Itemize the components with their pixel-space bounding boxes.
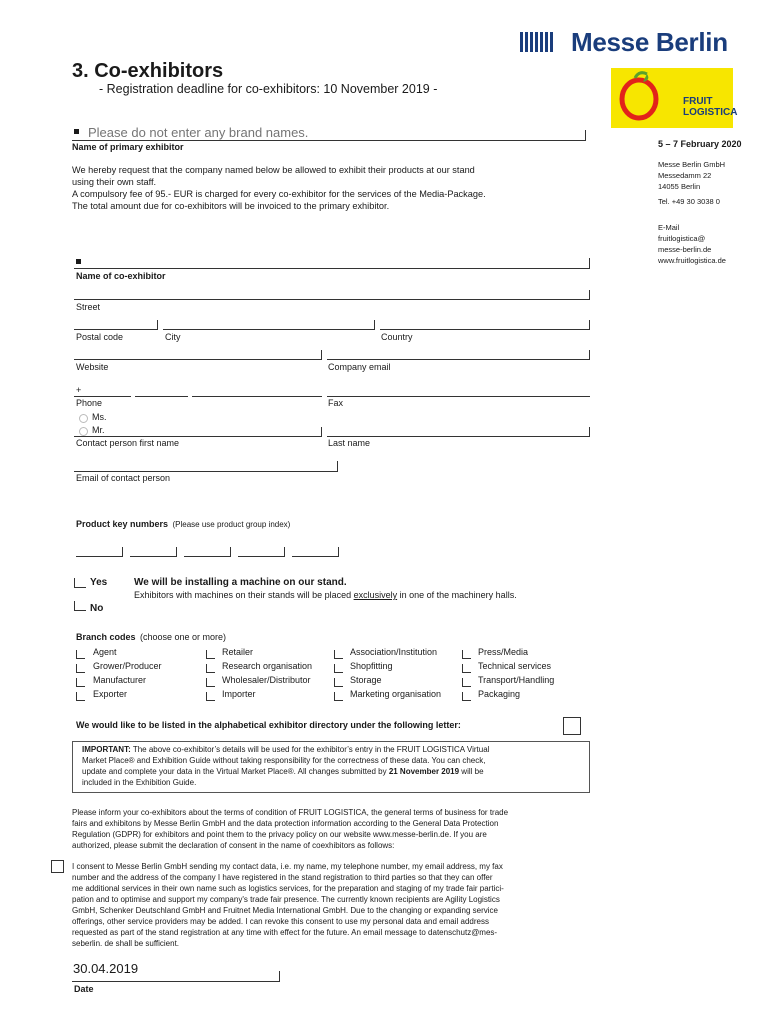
email-label: E-Mail [658, 223, 680, 232]
fruit-logistica-logo [611, 68, 738, 128]
important-line-2: Market Place® and Exhibition Guide without taking responsibility for the correctness of these data. You can check, [82, 756, 486, 765]
branch-importer-checkbox[interactable] [206, 692, 215, 701]
postal-code-label: Postal code [76, 332, 124, 342]
telephone: Tel. +49 30 3038 0 [658, 197, 720, 206]
important-text-1: The above co-exhibitor’s details will be used for the exhibitor’s entry in the FRUIT LOGISTICA Virtual [130, 745, 490, 754]
branch-transport-label: Transport/Handling [478, 675, 555, 685]
field-end-tick [321, 427, 322, 437]
address-line-1: Messe Berlin GmbH [658, 160, 726, 169]
field-end-tick [589, 320, 590, 330]
important-text-3-post: will be [459, 767, 484, 776]
phone-label: Phone [76, 398, 103, 408]
branch-manufacturer-label: Manufacturer [93, 675, 147, 685]
branch-technical-checkbox[interactable] [462, 664, 471, 673]
salutation-mr-radio[interactable] [79, 427, 88, 436]
fruit-logo-line2: LOGISTICA [683, 107, 738, 118]
consent-line-5: GmbH, Schenker Deutschland GmbH and Fruitnet Media International GmbH. Due to the changing or expanding service [72, 906, 498, 915]
inform-line-2: fairs and exhibitons by Messe Berlin GmbH and the data protection information according to the General Data Protection [72, 819, 499, 828]
contact-email-field[interactable] [74, 471, 338, 472]
consent-line-1: I consent to Messe Berlin GmbH sending my contact data, i.e. my name, my telephone number, my email address, my fax [72, 862, 503, 871]
field-end-tick [321, 350, 322, 360]
machine-no-checkbox[interactable] [74, 601, 86, 611]
coexhibitor-name-field[interactable] [74, 268, 590, 269]
branch-manufacturer-checkbox[interactable] [76, 678, 85, 687]
machine-note-pre: Exhibitors with machines on their stands will be placed [134, 590, 354, 600]
date-underline [72, 981, 280, 982]
primary-exhibitor-label: Name of primary exhibitor [72, 142, 184, 152]
last-name-field[interactable] [327, 436, 590, 437]
branch-wholesaler-label: Wholesaler/Distributor [222, 675, 311, 685]
phone-number-field[interactable] [192, 396, 322, 397]
city-field[interactable] [163, 329, 375, 330]
important-line-4: included in the Exhibition Guide. [82, 778, 197, 787]
branch-packaging-label: Packaging [478, 689, 521, 699]
machine-yes-label: Yes [90, 577, 108, 588]
page-title: 3. Co-exhibitors [72, 60, 224, 82]
branch-agent-checkbox[interactable] [76, 650, 85, 659]
field-end-tick [279, 971, 280, 982]
email-line-2: messe-berlin.de [658, 245, 712, 254]
consent-line-7: requested as part of the stand registration at any time with effect for the future. An email message to datenschutz@mes- [72, 928, 498, 937]
directory-letter-label: We would like to be listed in the alphabetical exhibitor directory under the following letter: [76, 720, 461, 730]
fruit-logo-icon [613, 68, 673, 128]
consent-line-3: me additional services in their own name such as logistics services, for the preparation and staging of my trade fair partici- [72, 884, 504, 893]
first-name-field[interactable] [74, 436, 322, 437]
bullet-icon [74, 129, 79, 134]
messe-berlin-logo-text: Messe Berlin [571, 27, 728, 57]
product-key-label: Product key numbers [76, 519, 169, 529]
branch-grower-checkbox[interactable] [76, 664, 85, 673]
company-email-field[interactable] [327, 359, 590, 360]
inform-line-3: Regulation (GDPR) for exhibitors and point them to the privacy policy on our website www.messe-berlin.de. If you are [72, 830, 487, 839]
request-line-3: A compulsory fee of 95.- EUR is charged for every co-exhibitor for the services of the Media-Package. [72, 189, 486, 199]
contact-email-label: Email of contact person [76, 473, 171, 483]
machine-statement: We will be installing a machine on our stand. [134, 577, 347, 588]
field-end-tick [589, 290, 590, 300]
field-end-tick [337, 461, 338, 472]
consent-line-6: offerings, other service providers may be added. I can revoke this consent to use my personal data and email address [72, 917, 489, 926]
street-label: Street [76, 302, 101, 312]
field-end-tick [176, 547, 177, 557]
phone-country-code-field[interactable] [74, 396, 131, 397]
address-line-2: Messedamm 22 [658, 171, 712, 180]
first-name-label: Contact person first name [76, 438, 180, 448]
machine-note-post: in one of the machinery halls. [397, 590, 517, 600]
website-field[interactable] [74, 359, 322, 360]
phone-area-code-field[interactable] [135, 396, 188, 397]
product-key-field-3[interactable] [184, 556, 231, 557]
branch-importer-label: Importer [222, 689, 256, 699]
branch-shopfitting-label: Shopfitting [350, 661, 393, 671]
primary-exhibitor-underline [72, 140, 586, 141]
branch-technical-label: Technical services [478, 661, 552, 671]
field-end-tick [157, 320, 158, 330]
field-end-tick [589, 427, 590, 437]
country-field[interactable] [380, 329, 590, 330]
fair-dates: 5 – 7 February 2020 [658, 139, 742, 149]
field-end-tick [338, 547, 339, 557]
branch-association-checkbox[interactable] [334, 650, 343, 659]
fax-label: Fax [328, 398, 344, 408]
website-link[interactable]: www.fruitlogistica.de [658, 256, 726, 265]
branch-retailer-checkbox[interactable] [206, 650, 215, 659]
company-email-label: Company email [328, 362, 391, 372]
consent-line-8: seberlin. de shall be sufficient. [72, 939, 180, 948]
salutation-ms-label: Ms. [92, 412, 107, 422]
fruit-logo-line1: FRUIT [683, 96, 713, 107]
date-label: Date [74, 984, 94, 994]
branch-packaging-checkbox[interactable] [462, 692, 471, 701]
machine-yes-checkbox[interactable] [74, 578, 86, 588]
product-key-field-4[interactable] [238, 556, 285, 557]
messe-berlin-logo-bars [520, 32, 555, 52]
branch-exporter-label: Exporter [93, 689, 128, 699]
email-line-1: fruitlogistica@ [658, 234, 706, 243]
branch-shopfitting-checkbox[interactable] [334, 664, 343, 673]
request-line-1: We hereby request that the company named below be allowed to exhibit their products at our stand [72, 165, 475, 175]
address-line-3: 14055 Berlin [658, 182, 701, 191]
phone-plus-sign: + [76, 385, 82, 395]
important-line-3 [82, 766, 484, 777]
inform-line-1: Please inform your co-exhibitors about the terms of condition of FRUIT LOGISTICA, the general terms of business for trade [72, 808, 509, 817]
product-key-title [76, 514, 290, 532]
inform-line-4: authorized, please submit the declaration of consent in the name of coexhibitors as follows: [72, 841, 395, 850]
consent-checkbox[interactable] [51, 860, 64, 873]
field-end-tick [374, 320, 375, 330]
directory-letter-box[interactable] [563, 717, 581, 735]
important-text-3-pre: update and complete your data in the Virtual Market Place®. All changes submitted by [82, 767, 389, 776]
primary-exhibitor-input[interactable] [88, 124, 582, 140]
last-name-label: Last name [328, 438, 371, 448]
branch-wholesaler-checkbox[interactable] [206, 678, 215, 687]
branch-grower-label: Grower/Producer [93, 661, 162, 671]
branch-press-label: Press/Media [478, 647, 529, 657]
branch-agent-label: Agent [93, 647, 117, 657]
website-label: Website [76, 362, 109, 372]
important-deadline: 21 November 2019 [388, 767, 460, 776]
branch-research-checkbox[interactable] [206, 664, 215, 673]
branch-research-label: Research organisation [222, 661, 313, 671]
request-line-4: The total amount due for co-exhibitors will be invoiced to the primary exhibitor. [72, 201, 390, 211]
branch-association-label: Association/Institution [350, 647, 438, 657]
branch-press-checkbox[interactable] [462, 650, 471, 659]
city-label: City [165, 332, 181, 342]
date-input[interactable] [73, 958, 273, 978]
machine-no-label: No [90, 603, 104, 614]
branch-marketing-label: Marketing organisation [350, 689, 442, 699]
important-label: IMPORTANT: [82, 745, 131, 754]
field-end-tick [589, 258, 590, 269]
branch-title-note: (choose one or more) [139, 632, 227, 642]
important-line-1 [82, 744, 489, 755]
branch-title-label: Branch codes [76, 632, 136, 642]
fax-field[interactable] [327, 396, 590, 397]
field-end-tick [284, 547, 285, 557]
street-field[interactable] [74, 299, 590, 300]
branch-title [76, 627, 226, 645]
branch-marketing-checkbox[interactable] [334, 692, 343, 701]
branch-retailer-label: Retailer [222, 647, 254, 657]
branch-transport-checkbox[interactable] [462, 678, 471, 687]
field-end-tick [122, 547, 123, 557]
product-key-field-1[interactable] [76, 556, 123, 557]
bullet-icon [76, 259, 81, 264]
postal-code-field[interactable] [74, 329, 158, 330]
machine-note [134, 590, 517, 600]
consent-line-4: pation and to optimise and support my company's trade fair presence. The currently known recipients are Agility Logistics [72, 895, 500, 904]
consent-line-2: number and the address of the company I have registered in the stand registration to third parties so that they can offer [72, 873, 493, 882]
deadline-note: - Registration deadline for co-exhibitors: 10 November 2019 - [99, 82, 438, 96]
branch-storage-checkbox[interactable] [334, 678, 343, 687]
machine-note-underlined: exclusively [353, 590, 398, 600]
branch-exporter-checkbox[interactable] [76, 692, 85, 701]
product-key-note: (Please use product group index) [172, 520, 291, 529]
product-key-field-5[interactable] [292, 556, 339, 557]
request-line-2: using their own staff. [72, 177, 157, 187]
coexhibitor-name-label: Name of co-exhibitor [76, 271, 166, 281]
salutation-mr-label: Mr. [92, 425, 105, 435]
product-key-field-2[interactable] [130, 556, 177, 557]
field-end-tick [230, 547, 231, 557]
branch-storage-label: Storage [350, 675, 382, 685]
field-end-tick [585, 130, 586, 141]
salutation-ms-radio[interactable] [79, 414, 88, 423]
country-label: Country [381, 332, 413, 342]
field-end-tick [589, 350, 590, 360]
